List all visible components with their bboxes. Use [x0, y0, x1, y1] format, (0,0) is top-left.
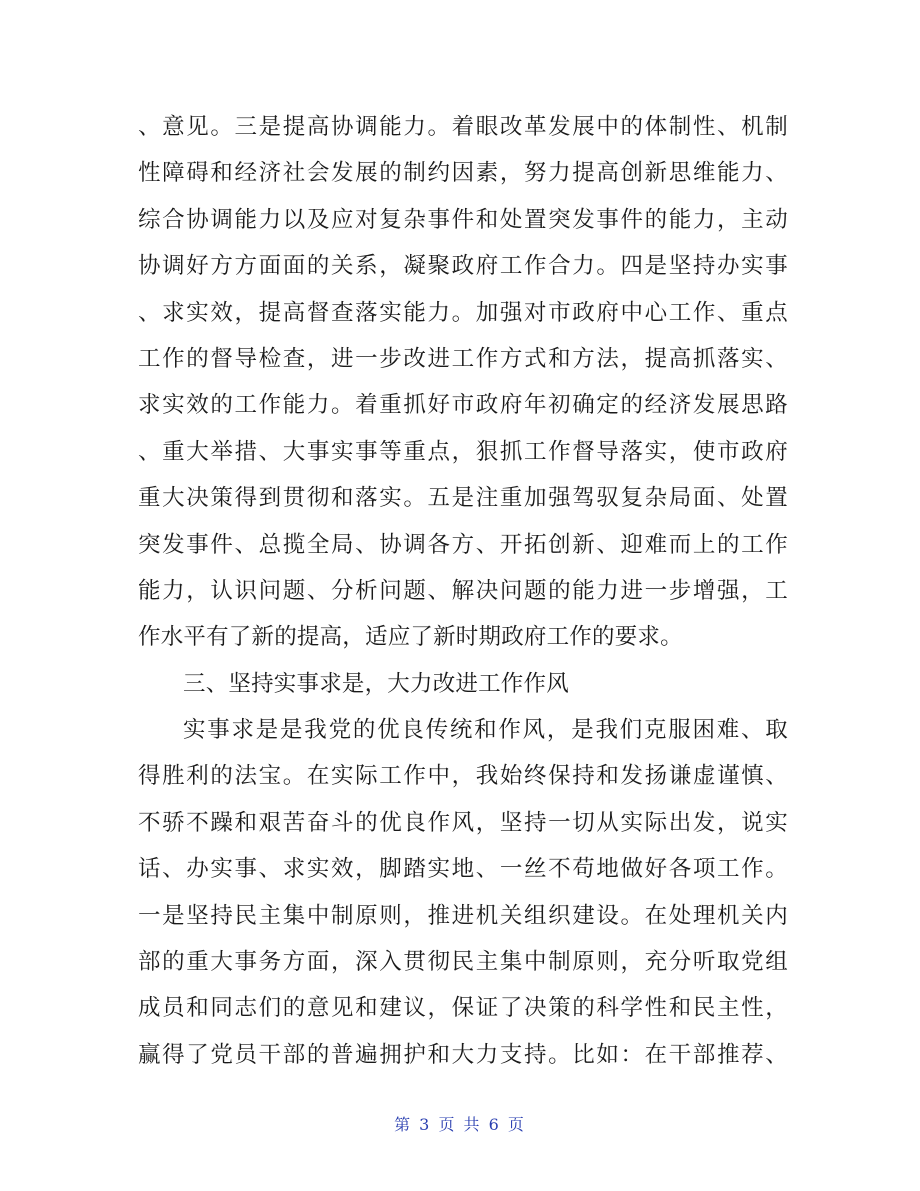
text-line: 、意见。三是提高协调能力。着眼改革发展中的体制性、机制 [138, 114, 788, 140]
text-line: 话、办实事、求实效，脚踏实地、一丝不苟地做好各项工作。 [138, 856, 788, 883]
text-line: 综合协调能力以及应对复杂事件和处置突发事件的能力，主动 [138, 206, 788, 233]
section-heading: 三、坚持实事求是，大力改进工作作风 [183, 670, 569, 697]
paragraph-2 [138, 707, 788, 1078]
text-line: 性障碍和经济社会发展的制约因素，努力提高创新思维能力、 [138, 160, 788, 187]
text-line: 、求实效，提高督查落实能力。加强对市政府中心工作、重点 [138, 299, 788, 326]
text-line: 实事求是是我党的优良传统和作风，是我们克服困难、取 [183, 717, 788, 744]
paragraph-1 [138, 104, 788, 661]
text-line: 赢得了党员干部的普遍拥护和大力支持。比如：在干部推荐、 [138, 1041, 788, 1068]
text-line: 一是坚持民主集中制原则，推进机关组织建设。在处理机关内 [138, 902, 788, 929]
text-line: 部的重大事务方面，深入贯彻民主集中制原则，充分听取党组 [138, 949, 788, 976]
document-body [138, 104, 788, 1078]
text-line: 作水平有了新的提高，适应了新时期政府工作的要求。 [138, 624, 683, 651]
text-line: 求实效的工作能力。着重抓好市政府年初确定的经济发展思路 [138, 392, 788, 419]
text-line: 协调好方方面面的关系，凝聚政府工作合力。四是坚持办实事 [138, 253, 788, 280]
text-line: 不骄不躁和艰苦奋斗的优良作风，坚持一切从实际出发，说实 [138, 809, 788, 836]
text-line: 能力，认识问题、分析问题、解决问题的能力进一步增强，工 [138, 577, 788, 604]
page-number-footer: 第 3 页 共 6 页 [394, 1115, 526, 1134]
text-line: 突发事件、总揽全局、协调各方、开拓创新、迎难而上的工作 [138, 531, 788, 558]
text-line: 成员和同志们的意见和建议，保证了决策的科学性和民主性， [138, 995, 788, 1022]
text-line: 工作的督导检查，进一步改进工作方式和方法，提高抓落实、 [138, 345, 788, 372]
text-line: 重大决策得到贯彻和落实。五是注重加强驾驭复杂局面、处置 [138, 485, 788, 512]
text-line: 得胜利的法宝。在实际工作中，我始终保持和发扬谦虚谨慎、 [138, 763, 788, 790]
text-line: 、重大举措、大事实事等重点，狠抓工作督导落实，使市政府 [138, 438, 788, 465]
